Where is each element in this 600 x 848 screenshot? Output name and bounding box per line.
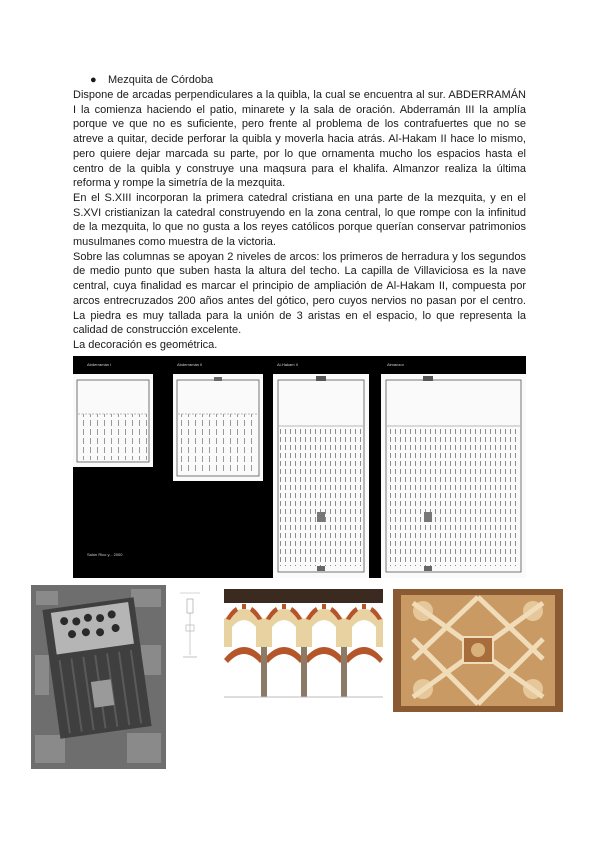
dome-photo <box>393 589 563 712</box>
elevation-photo <box>180 585 200 663</box>
paragraph-plan: Dispone de arcadas perpendiculares a la quibla, la cual se encuentra al sur. ABDERRAMÁN I la comienza haciendo el patio, minarete y la sala de oración. Abderramán III la amplía porque ve que no es suficiente, pero frente al problema de los contrafuertes que no se atreve a quitar, decide perforar la quibla y moverla hacia atrás. Al-Hakam II hace lo mismo, pero quiere dejar marcada su parte, por lo que ornamenta mucho los espacios hasta el centro de la quibla y construye una maqsura para el khalifa. Almanzor realiza la última reforma y rompe la simetría de la mezquita. <box>73 89 526 190</box>
aerial-view-image <box>31 585 166 769</box>
paragraph-arcos: Sobre las columnas se apoyan 2 niveles de arcos: los primeros de herradura y los segundos de medio punto que suben hasta la altura del techo. La capilla de Villaviciosa es la nave central, cuya finalidad es marcar el principio de ampliación de Al-Hakam II, compuesta por arcos entrecruzados 200 años antes del gótico, pero cuyos nervios no pasan por el centro. La piedra es muy tallada para la unión de 3 aristas en el espacio, lo que representa la calidad de construcción excelente. <box>73 250 526 337</box>
aerial-photo <box>31 585 166 769</box>
plan-2 <box>173 374 263 481</box>
section-heading <box>90 73 213 87</box>
floor-plans-drawing <box>73 356 526 578</box>
bullet-icon: ● <box>90 74 97 86</box>
plans-caption: Salón Rico y... 2000 <box>87 552 123 557</box>
plan-1 <box>73 374 153 467</box>
paragraph-catedral: En el S.XIII incorporan la primera catedral cristiana en una parte de la mezquita, y en el S.XVI cristianizan la catedral construyendo en la zona central, lo que rompe con la infinitud de la mezquita, lo que no gusta a los reyes católicos porque querían conservar patrimonios musulmanes como muestra de la victoria. <box>73 191 526 249</box>
elevation-drawing-image <box>180 585 200 663</box>
section-title: Mezquita de Córdoba <box>108 74 214 86</box>
floor-plans-figure <box>73 356 526 578</box>
ribbed-dome-image <box>393 589 563 712</box>
body-text <box>73 88 526 353</box>
plan-4 <box>381 374 526 578</box>
plan-3 <box>273 374 369 578</box>
arches-photo <box>224 589 383 706</box>
plan-label-3: Al-Hakam II <box>277 362 298 367</box>
plan-label-2: Abderramán II <box>177 362 203 367</box>
plan-label-1: Abderramán I <box>87 362 112 367</box>
plan-label-4: Almanzor <box>387 362 404 367</box>
paragraph-decoracion: La decoración es geométrica. <box>73 338 218 351</box>
double-arches-image <box>224 589 383 706</box>
